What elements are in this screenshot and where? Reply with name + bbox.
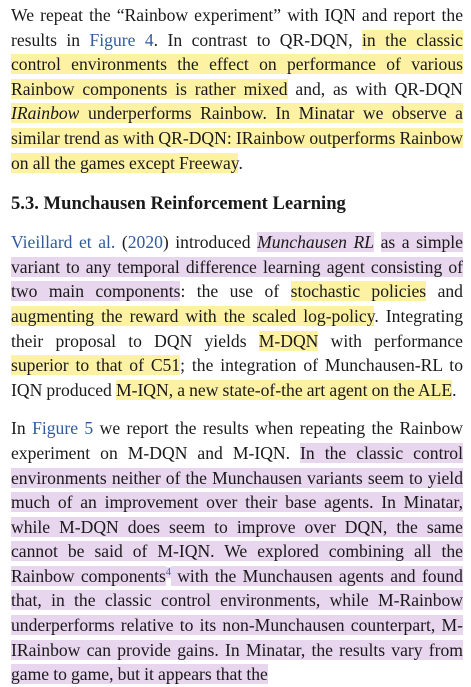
p1-text-3: and, as with QR-DQN	[287, 78, 463, 99]
paper-page	[11, 3, 463, 687]
paragraph-munchausen-results	[11, 416, 463, 687]
highlight-superior-c51: superior to that of C51	[11, 355, 181, 376]
section-title: Munchausen Reinforcement Learning	[43, 193, 346, 215]
highlight-irainbow-italic: IRainbow	[11, 103, 80, 124]
highlight-classic-control-munchausen: In the classic control environments neither of the Munchausen variants seem to yield much of an improvement over their base agents. In Minatar, while M-DQN does seem to improve over DQN, the same cannot be said of M-IQN. We explored combining all the Rainbow components	[11, 442, 463, 586]
highlight-classic-control-mixed: in the classic control environments the effect on performance of various Rainbow components is rather mixed	[11, 29, 463, 99]
highlight-stochastic-policies: stochastic policies	[290, 281, 427, 302]
highlight-m-rainbow-results: with the Munchausen agents and found that, in the classic control environments, while M-Rainbow underperforms relative to its non-Munchausen counterpart, M-IRainbow can provide gains. In Minatar, the results vary from game to game, but it appears that the	[11, 565, 463, 685]
highlight-state-of-the-art: , a new state-of-the art agent on the ALE	[168, 379, 453, 400]
p1-text-2: . In contrast to QR-DQN,	[153, 29, 363, 50]
p3-text-1: In	[11, 418, 33, 439]
citation-author-link[interactable]: Vieillard et al.	[11, 232, 116, 253]
p2-text-3: : the use of	[180, 281, 291, 302]
section-number: 5.3.	[11, 193, 39, 215]
p2-text-1: introduced	[168, 232, 258, 253]
p2-text-5: . Integrating their proposal to DQN yields	[11, 305, 463, 351]
figure-5-link[interactable]: Figure 5	[32, 418, 94, 439]
section-heading	[11, 192, 463, 216]
highlight-augmenting-reward: augmenting the reward with the scaled log-policy	[11, 305, 375, 326]
p3-text-2: we report the results when repeating the Rainbow experiment on M-DQN and M-IQN.	[11, 418, 463, 463]
highlight-munchausen-rl: Munchausen RL	[257, 232, 375, 253]
p1-text-1: We repeat the “Rainbow experiment” with IQN and report the results in	[11, 5, 463, 50]
highlight-m-iqn: M-IQN	[115, 379, 169, 400]
figure-4-link[interactable]: Figure 4	[89, 29, 154, 50]
citation-year-link[interactable]: 2020	[127, 232, 163, 253]
p2-text-7: ; the integration of Munchausen-RL to IQN produced	[11, 355, 463, 400]
p2-text-4: and	[426, 281, 463, 302]
p2-text-2	[374, 232, 381, 252]
paragraph-munchausen-intro: Vieillard et al. (2020) introduced Munchausen RL as a simple variant to any temporal difference learning agent consisting of two main components: the use of stochastic policies and augmenting the reward with the scaled log-policy. Integrating their proposal to DQN yields M-DQN with performance superior to that of C51; the integration of Munchausen-RL to IQN produced M-IQN, a new state-of-the art agent on the ALE.	[11, 232, 463, 400]
highlight-irainbow-underperforms: underperforms Rainbow. In Minatar we observe a similar trend as with QR-DQN: IRainbow outperforms Rainbow on all the games except Freeway	[11, 103, 463, 173]
p1-text-4: .	[238, 152, 243, 173]
p2-text-6: with performance	[318, 330, 463, 351]
footnote-4-link[interactable]: 4	[165, 567, 171, 579]
p2-text-8: .	[452, 379, 457, 400]
highlight-simple-variant: as a simple variant to any temporal difference learning agent consisting of two main components	[11, 232, 463, 302]
highlight-m-dqn: M-DQN	[258, 330, 319, 351]
paragraph-rainbow-iqn	[11, 3, 463, 175]
